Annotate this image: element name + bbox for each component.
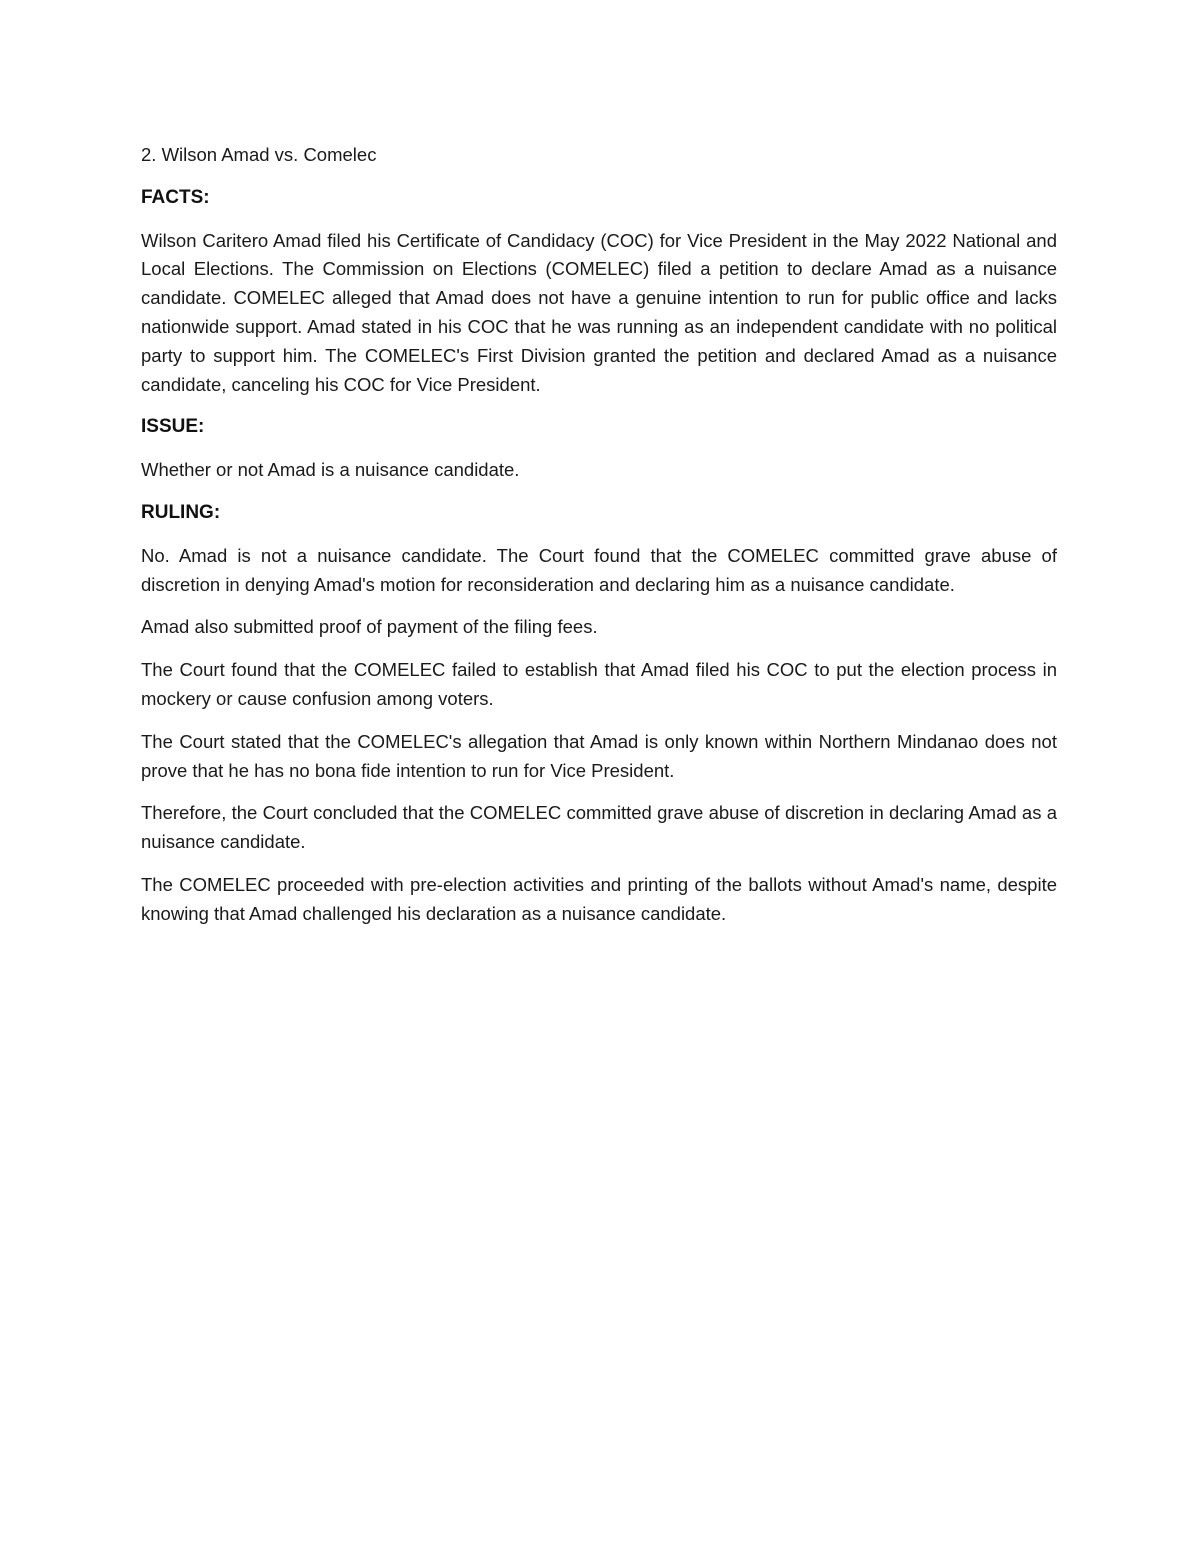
- document-body: [141, 141, 1057, 943]
- case-title: 2. Wilson Amad vs. Comelec: [141, 144, 377, 165]
- facts-paragraph: Wilson Caritero Amad filed his Certificate of Candidacy (COC) for Vice President in the May 2022 National and Local Elections. The Commission on Elections (COMELEC) filed a petition to declare Amad as a nuisance candidate. COMELEC alleged that Amad does not have a genuine intention to run for public office and lacks nationwide support. Amad stated in his COC that he was running as an independent candidate with no political party to support him. The COMELEC's First Division granted the petition and declared Amad as a nuisance candidate, canceling his COC for Vice President.: [141, 229, 1057, 395]
- ruling-paragraph: The COMELEC proceeded with pre-election activities and printing of the ballots without Amad's name, despite knowing that Amad challenged his declaration as a nuisance candidate.: [141, 873, 1057, 924]
- ruling-paragraph: The Court found that the COMELEC failed to establish that Amad filed his COC to put the election process in mockery or cause confusion among voters.: [141, 659, 1057, 709]
- ruling-paragraph: No. Amad is not a nuisance candidate. The Court found that the COMELEC committed grave abuse of discretion in denying Amad's motion for reconsideration and declaring him as a nuisance candidate.: [141, 544, 1057, 595]
- issue-paragraph: Whether or not Amad is a nuisance candidate.: [141, 459, 520, 481]
- facts-heading: FACTS:: [141, 186, 210, 208]
- ruling-heading: RULING:: [141, 501, 221, 523]
- ruling-paragraph: Amad also submitted proof of payment of the filing fees.: [141, 616, 598, 638]
- ruling-paragraph: Therefore, the Court concluded that the COMELEC committed grave abuse of discretion in declaring Amad as a nuisance candidate.: [141, 802, 1057, 853]
- ruling-paragraph: The Court stated that the COMELEC's allegation that Amad is only known within Northern Mindanao does not prove that he has no bona fide intention to run for Vice President.: [141, 730, 1057, 781]
- issue-heading: ISSUE:: [141, 416, 205, 438]
